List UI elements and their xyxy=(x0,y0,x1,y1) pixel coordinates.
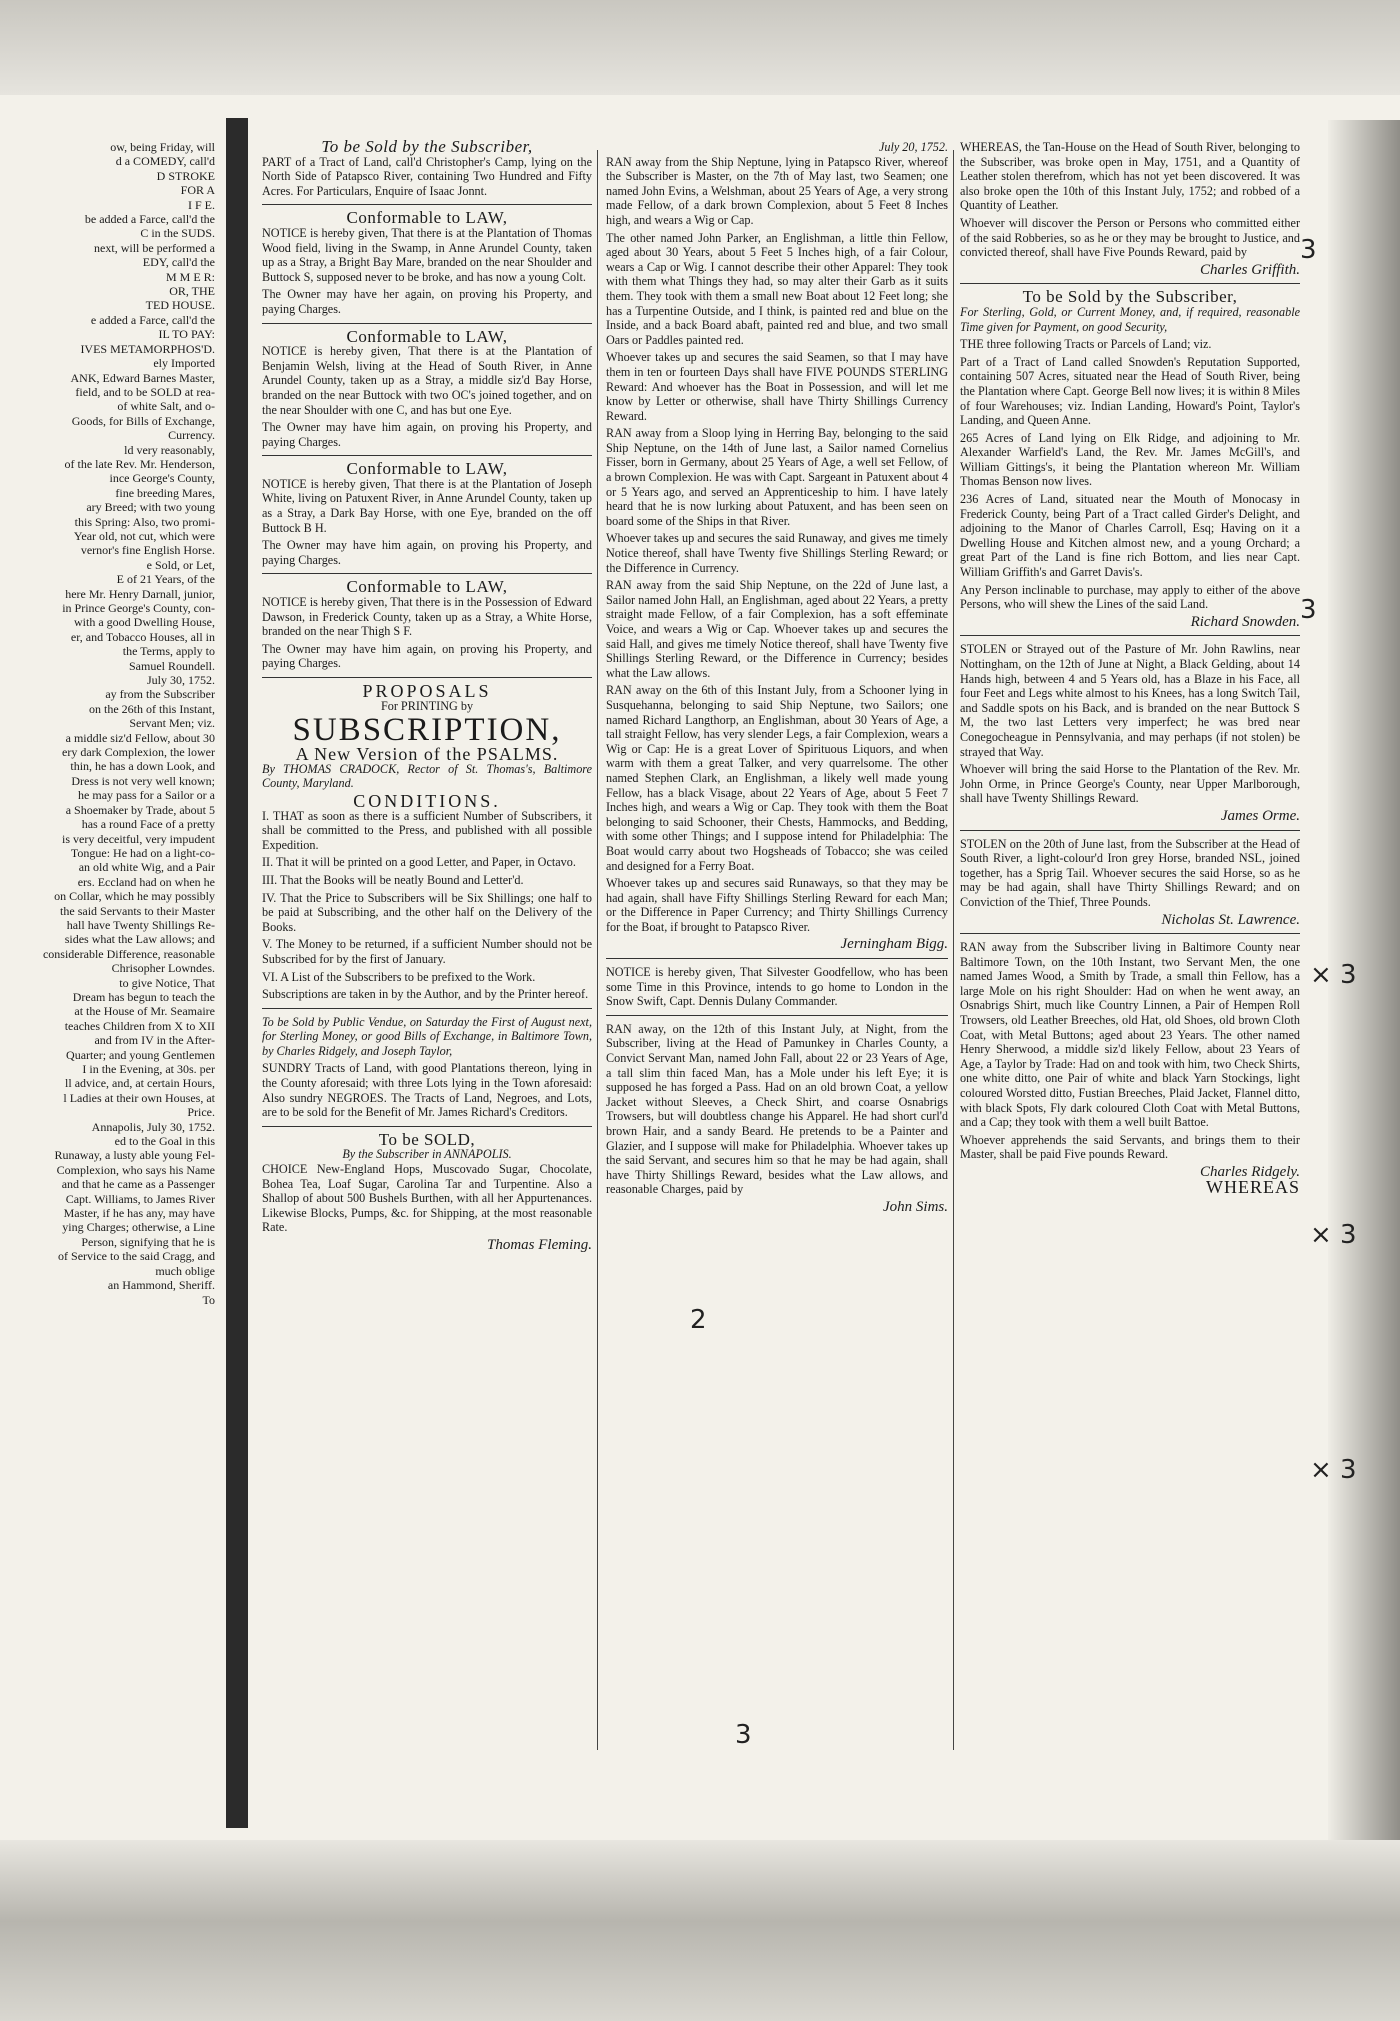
fragment-line: has a round Face of a pretty xyxy=(81,817,215,832)
stolen-reward: Whoever will bring the said Horse to the Plantation of the Rev. Mr. John Orme, in Prince George's County, near Upper Marlborough, shall have Twenty Shillings Reward. xyxy=(960,762,1300,806)
fragment-line: fine breeding Mares, xyxy=(115,485,215,500)
scan-border-bottom xyxy=(0,1840,1400,2021)
left-page-fragment xyxy=(0,140,215,1307)
fragment-line: ow, being Friday, will xyxy=(110,140,215,154)
fragment-line: IL TO PAY: xyxy=(158,327,215,342)
notice-tail: The Owner may have him again, on proving his Property, and paying Charges. xyxy=(262,538,592,567)
margin-mark: × 3 xyxy=(1310,1220,1357,1250)
fragment-line: er, and Tobacco Houses, all in xyxy=(70,629,215,644)
runaway-seamen-reward: Whoever takes up and secures the said Seamen, so that I may have them in ten or fourteen Days shall have FIVE POUNDS STERLING Reward: And whoever has the Boat in Possession, and will let me know by Letter or otherwise, shall have Thirty Shillings Currency Reward. xyxy=(606,350,948,423)
conditions-heading: CONDITIONS. xyxy=(353,790,501,811)
fragment-line: e added a Farce, call'd the xyxy=(90,312,215,327)
fragment-line: Year old, not cut, which were xyxy=(73,528,215,543)
notice-stray-3: NOTICE is hereby given, That there is at the Plantation of Joseph White, living on Patuxent River, in Anne Arundel County, taken up as a Stray, a Dark Bay Horse, with one Eye, branded on the off Buttock B H. xyxy=(262,476,592,535)
fragment-line: Currency. xyxy=(168,428,215,443)
psalms-title: A New Version of the PSALMS. xyxy=(295,744,559,765)
fragment-line: ery dark Complexion, the lower xyxy=(62,745,215,760)
fragment-line: ay from the Subscriber xyxy=(105,687,215,702)
margin-mark: × 3 xyxy=(1310,960,1357,990)
runaway-seamen-2: The other named John Parker, an Englishman, a little thin Fellow, aged about 30 Years, about 5 Feet 5 Inches high, of a fair Colour, wears a Cap or Wig. I cannot describe their other Apparel: They took with them what Things they had, so may alter their Garb as it suits them. They took with them a small new Boat about 12 Feet long; she has a Turpentine Outside, and I think, is painted red and blue on the Inside, and a back Board abaft, painted red and blue, and two small Oars or Paddles painted red. xyxy=(606,230,948,347)
subscriptions-note: Subscriptions are taken in by the Author, and by the Printer hereof. xyxy=(262,987,589,1002)
notice-tail: The Owner may have him again, on proving his Property, and paying Charges. xyxy=(262,420,592,449)
margin-mark: × 3 xyxy=(1310,1455,1357,1485)
fragment-line: IVES METAMORPHOS'D. xyxy=(80,341,215,356)
column-1 xyxy=(262,137,592,1253)
fragment-line: to give Notice, That xyxy=(119,975,215,990)
fragment-line: d a COMEDY, call'd xyxy=(115,154,215,169)
signature: Charles Ridgely. xyxy=(1200,1164,1300,1180)
sold-sub: By the Subscriber in ANNAPOLIS. xyxy=(342,1147,512,1162)
catchword: WHEREAS xyxy=(1206,1176,1300,1197)
signature: Thomas Fleming. xyxy=(487,1237,592,1253)
sale-tract-2: 265 Acres of Land lying on Elk Ridge, and adjoining to Mr. Alexander Warfield's Land, the Rev. Mr. James McGill's, and William Gittings's, it being the Plantation whereon Mr. William Thomas Benson now lives. xyxy=(960,430,1300,489)
fragment-line: FOR A xyxy=(180,183,215,198)
signature: Richard Snowden. xyxy=(1190,613,1300,630)
fragment-line: an Hammond, Sheriff. xyxy=(107,1278,215,1293)
fragment-line: D STROKE xyxy=(156,168,215,183)
condition-3: III. That the Books will be neatly Bound and Letter'd. xyxy=(262,872,524,887)
fragment-line: thin, he has a down Look, and xyxy=(70,759,215,774)
fragment-line: on Collar, which he may possibly xyxy=(54,889,215,904)
fragment-line: Person, signifying that he is xyxy=(81,1234,215,1249)
runaway-reward: Whoever takes up and secures said Runaways, so that they may be had again, shall have Fifty Shillings Sterling Reward for each Man; or the Difference in Paper Currency; and Thirty Shillings Currency for the Boat, if brought to Patapsco River. xyxy=(606,876,948,934)
runaway-schooner: RAN away on the 6th of this Instant July, from a Schooner lying in Susquehanna, belonging to said Ship Neptune, two Sailors; one named Richard Langthorp, an Englishman, about 30 Years of Age, a tall straight Fellow, has very slender Legs, a fair Complexion, wears a Wig or Cap: He is a great Lover of Spirituous Liquors, and when warm with them a great Talker, and very quarrelsome. The other named Stephen Clark, an Englishman, a likely well made young Fellow, has a black Visage, about 22 Years of Age, about 5 Feet 7 Inches high, and wears a Wig or Cap. They took with them the Boat belonging to said Schooner, their Chests, Hammocks, and Bedding, with some other Things; and I suppose intend for Philadelphia: The Boat would carry about two Hogsheads of Tobacco; she was ceiled and designed for a Ferry Boat. xyxy=(606,683,948,873)
fragment-line: in Prince George's County, con- xyxy=(62,601,215,615)
fragment-line: Master, if he has any, may have xyxy=(63,1206,215,1221)
fragment-line: ince George's County, xyxy=(109,471,215,486)
runaway-convict: RAN away, on the 12th of this Instant July, at Night, from the Subscriber, living at the Head of Pamunkey in Charles County, a Convict Servant Man, named John Fall, about 22 or 23 Years of Age, a tall slim thin faced Man, has a Mole under his left Eye; it is supposed he has forged a Pass. Had on an old brown Coat, a yellow Jacket without Sleeves, a Check Shirt, and coarse Osnabrigs Trowsers, but will doubtless change his Apparel. He had short curl'd brown Hair, and a sandy Beard. He pretends to be a Painter and Glazier, and I suppose will make for Philadelphia. Whoever takes up the said Servant, and secures him so that he may be had again, shall have Thirty Shillings Reward, besides what the Law allows, and reasonable Charges, paid by xyxy=(606,1021,948,1197)
fragment-line: considerable Difference, reasonable xyxy=(42,946,215,961)
dateline: July 20, 1752. xyxy=(878,140,948,154)
fragment-line: E of 21 Years, of the xyxy=(116,572,215,587)
fragment-line: a middle siz'd Fellow, about 30 xyxy=(65,730,215,745)
fragment-line: Quarter; and young Gentlemen xyxy=(66,1047,215,1062)
fragment-line: OR, THE xyxy=(169,284,215,299)
fragment-line: is very deceitful, very impudent xyxy=(62,831,215,846)
subscription-heading: SUBSCRIPTION, xyxy=(292,712,562,749)
vendue-body: SUNDRY Tracts of Land, with good Plantations thereon, lying in the County aforesaid; with three Lots lying in the Town aforesaid: Also sundry NEGROES. The Tracts of Land, Negroes, and Lots, are to be sold for the Benefit of Mr. James Richard's Creditors. xyxy=(262,1061,592,1120)
runaway-seamen: RAN away from the Ship Neptune, lying in Patapsco River, whereof the Subscriber is Master, on the 7th of May last, two Seamen; one named John Evins, a Welshman, about 25 Years of Age, a very strong made Fellow, of a dark brown Complexion, about 5 Feet 8 Inches high, and wears a Wig or Cap. xyxy=(606,154,948,227)
law-heading: Conformable to LAW, xyxy=(346,326,508,346)
law-heading: Conformable to LAW, xyxy=(346,208,508,228)
fragment-line: Dream has begun to teach the xyxy=(72,989,215,1004)
whereas-tanhouse: WHEREAS, the Tan-House on the Head of South River, belonging to the Subscriber, was broke open in May, 1751, and a Quantity of Leather stolen therefrom, which has not yet been discovered. It was also broke open the 10th of this Instant July, 1752; and robbed of a Quantity of Leather. xyxy=(960,140,1300,213)
sale-tract-1: Part of a Tract of Land called Snowden's Reputation Supported, containing 507 Acres, situated near the Head of South River, being the Plantation where Capt. George Bell now lives; it is within 8 Miles of four Warehouses; viz. Indian Landing, Howard's Point, Taylor's Landing, and Queen Anne. xyxy=(960,354,1300,428)
fragment-line: EDY, call'd the xyxy=(142,255,215,270)
stolen-gelding: STOLEN or Strayed out of the Pasture of Mr. John Rawlins, near Nottingham, on the 12th of June at Night, a Black Gelding, about 14 Hands high, between 4 and 5 Years old, has a Blaze in his Face, all four Feet and Legs white almost to his Knees, has a long Switch Tail, and Saddle spots on his Back, and is branded on the near Buttock S M, the two last Letters very imperfect; he was bred near Conegocheague in Pennsylvania, and may perhaps (if not stolen) be strayed that Way. xyxy=(960,642,1300,759)
notice-stray-2: NOTICE is hereby given, That there is at the Plantation of Benjamin Welsh, living at the Head of South River, in Anne Arundel County, taken up as a Stray, a middle siz'd Bay Horse, branded on the near Buttock with two OC's joined together, and on the near Shoulder with one C, and has but one Eye. xyxy=(262,344,592,417)
binding-gutter xyxy=(226,118,248,1828)
fragment-line: To xyxy=(202,1292,215,1307)
fragment-line: teaches Children from X to XII xyxy=(64,1018,215,1033)
fragment-line: much oblige xyxy=(155,1263,215,1278)
fragment-line: M M E R: xyxy=(165,269,215,284)
sale-intro: THE three following Tracts or Parcels of Land; viz. xyxy=(960,337,1212,352)
margin-mark: 3 xyxy=(1300,235,1317,265)
fragment-line: and that he came as a Passenger xyxy=(61,1177,215,1192)
column-3 xyxy=(960,140,1300,1197)
fragment-line: with a good Dwelling House, xyxy=(74,615,215,630)
fragment-line: Chrisopher Lowndes. xyxy=(111,961,215,976)
fragment-line: of white Salt, and o- xyxy=(117,399,215,414)
proposals-heading: PROPOSALS xyxy=(362,681,492,701)
fragment-line: this Spring: Also, two promi- xyxy=(74,514,215,529)
fragment-line: next, will be performed a xyxy=(94,240,215,255)
fragment-line: Dress is not very well known; xyxy=(71,773,215,788)
law-heading: Conformable to LAW, xyxy=(346,459,508,479)
column-2 xyxy=(606,140,948,1215)
fragment-line: he may pass for a Sailor or a xyxy=(78,788,215,803)
proposals-sub: For PRINTING by xyxy=(380,698,474,713)
condition-6: VI. A List of the Subscribers to be prefixed to the Work. xyxy=(262,969,536,984)
sale-heading: To be Sold by the Subscriber, xyxy=(1022,287,1238,307)
fragment-line: here Mr. Henry Darnall, junior, xyxy=(65,586,215,601)
fragment-line: ed to the Goal in this xyxy=(114,1134,215,1149)
newspaper-page xyxy=(248,120,1328,1840)
signature: Nicholas St. Lawrence. xyxy=(1161,911,1300,928)
fragment-line: e Sold, or Let, xyxy=(146,557,215,572)
fragment-line: sides what the Law allows; and xyxy=(64,932,215,947)
fragment-line: at the House of Mr. Seamaire xyxy=(74,1004,215,1019)
fragment-line: Capt. Williams, to James River xyxy=(65,1191,215,1206)
condition-5: V. The Money to be returned, if a sufficient Number should not be Subscribed for by the first of January. xyxy=(262,937,592,966)
fragment-line: an old white Wig, and a Pair xyxy=(78,860,215,875)
runaway-sailor-fisser: RAN away from a Sloop lying in Herring Bay, belonging to the said Ship Neptune, on the 14th of June last, a Sailor named Cornelius Fisser, born in Germany, about 25 Years of Age, a well set Fellow, of a brown Complexion. He was with Capt. Sargeant in Patuxent about 4 or 5 Years ago, and served an Apprenticeship to him. I have lately heard that he is now lurking about Patuxent, and has been seen on board some of the Ships in that River. xyxy=(606,426,948,528)
fragment-line: Complexion, who says his Name xyxy=(56,1162,215,1177)
fragment-line: hall have Twenty Shillings Re- xyxy=(66,917,215,932)
fragment-line: Samuel Roundell. xyxy=(129,658,215,673)
scan-border-top xyxy=(0,0,1400,95)
fragment-line: Runaway, a lusty able young Fel- xyxy=(54,1148,215,1163)
law-heading: Conformable to LAW, xyxy=(346,577,508,597)
fragment-line: ely Imported xyxy=(153,356,215,371)
fragment-line: field, and to be SOLD at rea- xyxy=(75,384,215,399)
sale-apply: Any Person inclinable to purchase, may apply to either of the above Persons, who will shew the Lines of the said Land. xyxy=(960,582,1300,612)
sold-body: CHOICE New-England Hops, Muscovado Sugar, Chocolate, Bohea Tea, Loaf Sugar, Carolina Tar and Turpentine. Also a Shallop of about 500 Bushels Burthen, with all her Appurtenances. Likewise Blocks, Pumps, &c. for Shipping, at the most reasonable Rate. xyxy=(262,1162,592,1235)
fragment-line: July 30, 1752. xyxy=(146,673,215,688)
fragment-line: vernor's fine English Horse. xyxy=(80,543,215,558)
sale-tract-3: 236 Acres of Land, situated near the Mouth of Monocasy in Frederick County, being Part of a Tract called Girder's Delight, and adjoining to the Manor of Charles Carroll, Esq; Having on it a Dwelling House and Kitchen almost new, and a young Orchard; a great Part of the Land is fine rich Bottom, and lies near Capt. William Griffith's and Garret Davis's. xyxy=(960,492,1300,580)
notice-stray-4: NOTICE is hereby given, That there is in the Possession of Edward Dawson, in Frederick County, taken up as a Stray, a White Horse, branded on the near Thigh S F. xyxy=(262,595,592,639)
signature: Jerningham Bigg. xyxy=(840,936,948,953)
fragment-line: ANK, Edward Barnes Master, xyxy=(70,370,215,385)
runaway-sailor-hall: RAN away from the said Ship Neptune, on the 22d of June last, a Sailor named John Hall, an Englishman, aged about 22 Years, a pretty straight made Fellow, of a fair Complexion, has a soft effeminate Voice, and wears a Wig or Cap. Whoever takes up and secures the said Hall, and gives me timely Notice thereof, shall have Twenty five Shillings Sterling Reward, or the Difference in Currency; besides what the Law allows. xyxy=(606,578,948,680)
fragment-line: of the late Rev. Mr. Henderson, xyxy=(64,456,215,471)
fragment-line: of Service to the said Cragg, and xyxy=(58,1249,215,1264)
fragment-line: ary Breed; with two young xyxy=(86,500,215,515)
notice-stray-1: NOTICE is hereby given, That there is at the Plantation of Thomas Wood field, living in the Swamp, in Anne Arundel County, taken up as a Stray, a Bright Bay Mare, branded on the near Shoulder and Buttock S, supposed never to be broke, and has now a young Colt. xyxy=(262,225,592,284)
column-rule xyxy=(597,150,598,1750)
fragment-line: Annapolis, July 30, 1752. xyxy=(91,1119,215,1134)
fragment-line: C in the SUDS. xyxy=(140,226,215,241)
column-rule xyxy=(953,150,954,1750)
fragment-line: Price. xyxy=(187,1105,215,1120)
margin-mark: 3 xyxy=(1300,595,1317,625)
signature: John Sims. xyxy=(883,1198,948,1215)
runaway-reward: Whoever apprehends the said Servants, and brings them to their Master, shall be paid Five pounds Reward. xyxy=(960,1132,1300,1162)
fragment-line: be added a Farce, call'd the xyxy=(84,212,215,227)
condition-2: II. That it will be printed on a good Letter, and Paper, in Octavo. xyxy=(262,855,576,870)
condition-1: I. THAT as soon as there is a sufficient Number of Subscribers, it shall be committed to the Press, and published with all possible Expedition. xyxy=(262,808,592,852)
signature: James Orme. xyxy=(1220,807,1300,824)
sold-heading: To be SOLD, xyxy=(378,1129,476,1149)
fragment-line: the said Servants to their Master xyxy=(60,903,215,918)
fragment-line: and from IV in the After- xyxy=(94,1033,215,1048)
fragment-line: Goods, for Bills of Exchange, xyxy=(71,413,215,428)
vendue-heading: To be Sold by Public Vendue, on Saturday the First of August next, for Sterling Money, or good Bills of Exchange, in Baltimore Town, by Charles Ridgely, and Joseph Taylor, xyxy=(262,1014,592,1058)
fragment-line: I in the Evening, at 30s. per xyxy=(82,1062,215,1076)
sale-terms: For Sterling, Gold, or Current Money, and, if required, reasonable Time given for Payment, on good Security, xyxy=(960,304,1300,334)
condition-4: IV. That the Price to Subscribers will be Six Shillings; one half to be paid at Subscribing, and the other half on the Delivery of the Books. xyxy=(262,890,592,934)
ad-heading: To be Sold by the Subscriber, xyxy=(321,137,533,156)
fragment-line: ying Charges; otherwise, a Line xyxy=(62,1220,215,1235)
fragment-line: ers. Eccland had on when he xyxy=(77,874,215,889)
fragment-line: Tongue: He had on a light-co- xyxy=(70,845,215,860)
fragment-line: I F E. xyxy=(188,197,215,212)
runaway-servants: RAN away from the Subscriber living in Baltimore County near Baltimore Town, on the 10th Instant, two Servant Men, the one named James Wood, a Smith by Trade, a small thin Fellow, has a large Mole on his right Shoulder: Had on when he went away, an Osnabrigs Shirt, much like Country Linnen, a Pair of Hempen Roll Trowsers, old Leather Breeches, old Hat, old Shoes, old brown Cloth Coat, with Metal Buttons; aged about 23 Years. The other named Henry Sherwood, a middle siz'd likely Fellow, about 23 Years of Age, a Taylor by Trade: Had on and took with him, two Check Shirts, one white ditto, one Pair of white and black Yarn Stockings, light coloured Worsted ditto, Fustian Breeches, Plaid Jacket, Flannel ditto, with black Spots, Fly dark coloured Cloth Coat with Metal Buttons, and a Cap; they took with them a well built Battoe. xyxy=(960,940,1300,1130)
margin-mark: 3 xyxy=(735,1720,752,1750)
runaway-reward: Whoever takes up and secures the said Runaway, and gives me timely Notice thereof, shall have Twenty five Shillings Sterling Reward; or the Difference in Currency. xyxy=(606,531,948,575)
fragment-line: Servant Men; viz. xyxy=(129,716,215,731)
notice-tail: The Owner may have him again, on proving his Property, and paying Charges. xyxy=(262,641,592,671)
fragment-line: a Shoemaker by Trade, about 5 xyxy=(65,802,215,817)
fragment-line: ld very reasonably, xyxy=(124,442,215,457)
fragment-line: on the 26th of this Instant, xyxy=(89,701,215,716)
author-line: By THOMAS CRADOCK, Rector of St. Thomas's, Baltimore County, Maryland. xyxy=(262,761,592,791)
whereas-reward: Whoever will discover the Person or Persons who committed either of the said Robberies, so as he or they may be brought to Justice, and convicted thereof, shall have Five Pounds Reward, paid by xyxy=(960,215,1300,260)
fragment-line: the Terms, apply to xyxy=(122,644,215,659)
ad-land-sale: PART of a Tract of Land, call'd Christopher's Camp, lying on the North Side of Patapsco River, containing Two Hundred and Fifty Acres. For Particulars, Enquire of Isaac Jonnt. xyxy=(262,154,592,198)
fragment-line: ll advice, and, at certain Hours, xyxy=(65,1076,215,1091)
stolen-horse: STOLEN on the 20th of June last, from the Subscriber at the Head of South River, a light-colour'd Iron grey Horse, branded NSL, joined together, has a Sprig Tail. Whoever secures the said Horse, so as he may be had again, shall have Thirty Shillings Reward; and on Conviction of the Thief, Three Pounds. xyxy=(960,836,1300,909)
fragment-line: TED HOUSE. xyxy=(145,298,215,313)
notice-tail: The Owner may have her again, on proving his Property, and paying Charges. xyxy=(262,287,592,316)
fragment-line: l Ladies at their own Houses, at xyxy=(63,1090,215,1105)
notice-goodfellow: NOTICE is hereby given, That Silvester Goodfellow, who has been some Time in this Province, intends to go home to London in the Snow Swift, Capt. Dennis Dulany Commander. xyxy=(606,965,948,1009)
margin-mark: 2 xyxy=(690,1305,707,1335)
signature: Charles Griffith. xyxy=(1199,261,1300,278)
